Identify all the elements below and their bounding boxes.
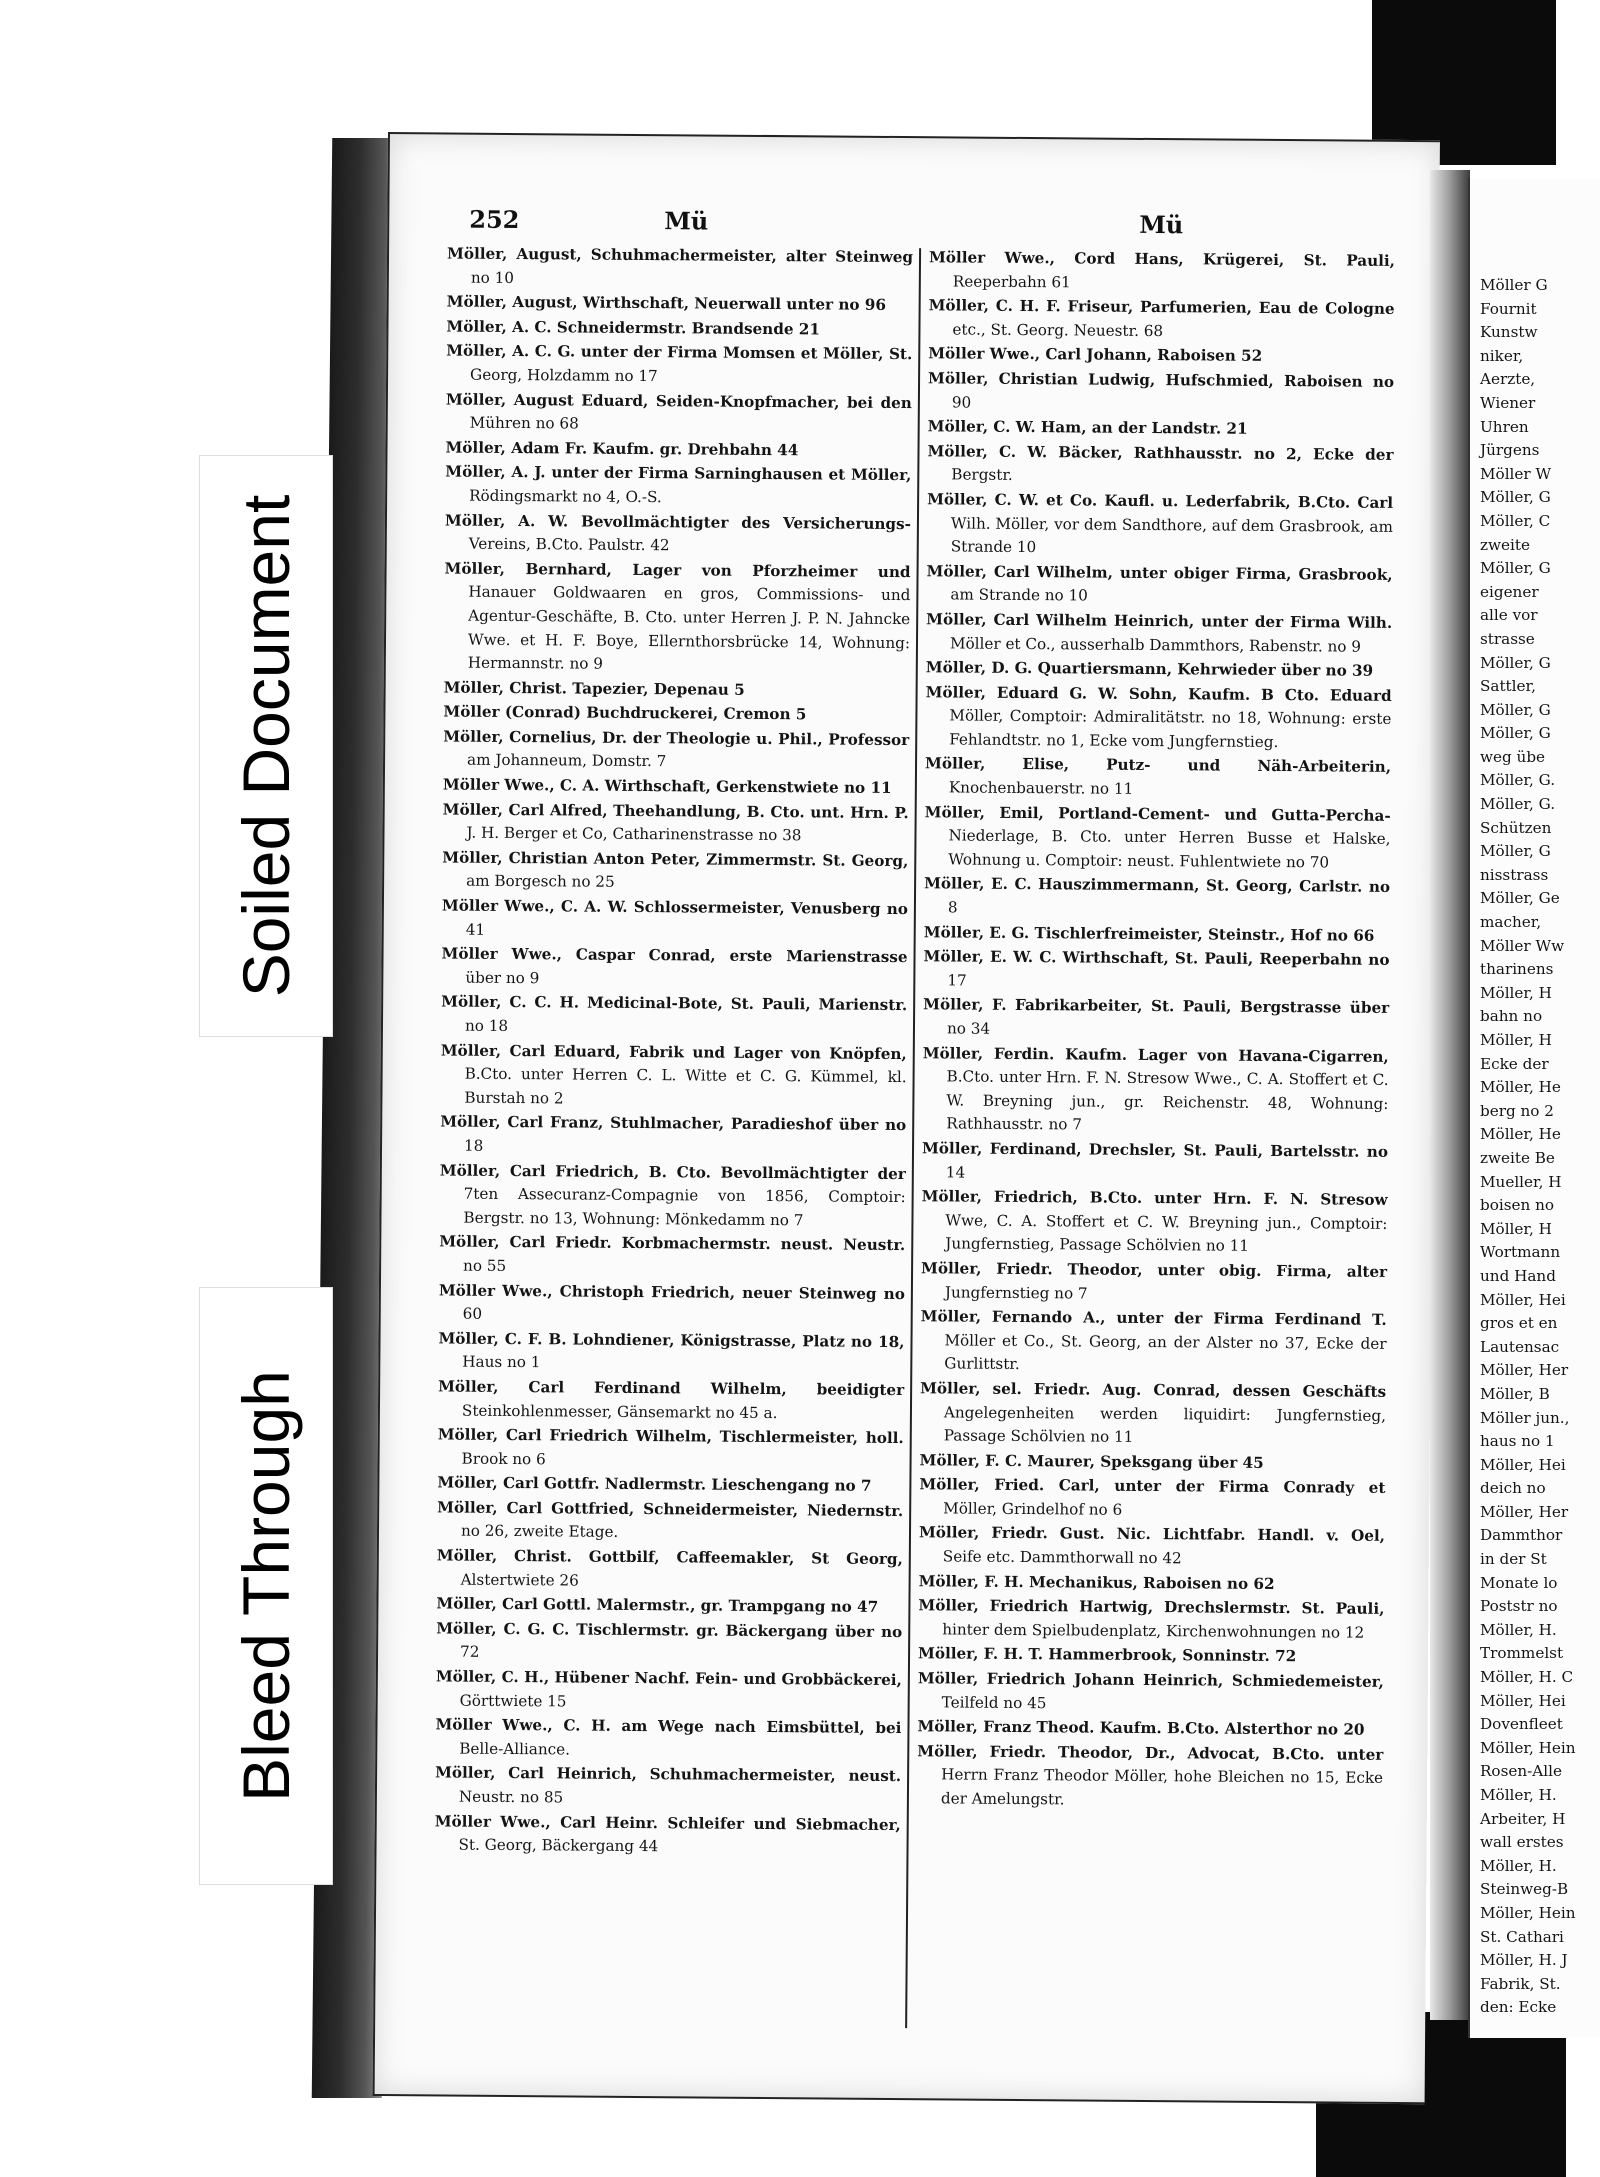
next-page-edge: [1468, 178, 1600, 2038]
directory-entry: Möller Wwe., Caspar Conrad, erste Marienstrasse über no 9: [441, 944, 908, 988]
soiled-document-label: [200, 456, 332, 1036]
directory-entry: Möller, Carl Wilhelm Heinrich, unter der Firma Wilh. Möller et Co., ausserhalb Dammthors, Rabenstr. no 9: [926, 610, 1393, 656]
next-page-line: Möller, H: [1480, 1031, 1552, 1049]
next-page-line: gros et en: [1480, 1314, 1558, 1333]
directory-entry: Möller, Carl Wilhelm, unter obiger Firma, Grasbrook, am Strande no 10: [926, 561, 1393, 605]
next-page-line: Rosen-Alle: [1480, 1762, 1562, 1781]
next-page-line: Möller, Ge: [1480, 889, 1560, 908]
next-page-line: und Hand: [1480, 1266, 1556, 1285]
next-page-line: in der St: [1480, 1550, 1547, 1569]
next-page-line: Möller W: [1480, 464, 1552, 483]
directory-entry: Möller, Bernhard, Lager von Pforzheimer und Hanauer Goldwaaren en gros, Commissions- und Agentur-Geschäfte, B. Cto. unter Herren J. P. N. Jahncke Wwe. et H. F. Boye, Ellernthorsbrücke 14, Wohnung: Hermannstr. no 9: [444, 559, 911, 673]
bleed-through-label: [200, 1288, 332, 1884]
directory-entry: Möller, Christian Anton Peter, Zimmermstr. St. Georg, am Borgesch no 25: [442, 848, 909, 892]
next-page-line: Aerzte,: [1480, 370, 1536, 389]
next-page-line: Möller, Her: [1480, 1502, 1569, 1521]
next-page-line: Möller, C: [1480, 511, 1551, 530]
next-page-line: weg übe: [1480, 747, 1546, 766]
next-page-line: Schützen: [1480, 818, 1552, 837]
directory-entry: Möller, August Eduard, Seiden-Knopfmacher, bei den Mühren no 68: [445, 390, 912, 433]
directory-entry: Möller, Christ. Gottbilf, Caffeemakler, St Georg, Alstertwiete 26: [436, 1546, 903, 1590]
next-page-line: Jürgens: [1480, 441, 1540, 460]
directory-entry: Möller, sel. Friedr. Aug. Conrad, dessen Geschäfts Angelegenheiten werden liquidirt: Jungfernstieg, Passage Schölvien no 11: [920, 1379, 1387, 1446]
next-page-line: Fournit: [1480, 299, 1537, 318]
directory-entry: Möller, Christian Ludwig, Hufschmied, Raboisen no 90: [928, 369, 1395, 412]
next-page-line: wall erstes: [1480, 1833, 1564, 1852]
directory-entry: Möller, C. G. C. Tischlermstr. gr. Bäckergang über no 72: [436, 1619, 903, 1662]
directory-entry: Möller (Conrad) Buchdruckerei, Cremon 5: [443, 702, 807, 724]
directory-entry: Möller, Eduard G. W. Sohn, Kaufm. B Cto. Eduard Möller, Comptoir: Admiralitätstr. no 18, Wohnung: erste Fehlandtstr. no 1, Ecke vom Jungfernstieg.: [925, 682, 1392, 751]
directory-entry: Möller Wwe., Christoph Friedrich, neuer Steinweg no 60: [438, 1280, 905, 1323]
next-page-line: nisstrass: [1480, 865, 1549, 884]
next-page-line: Wiener: [1480, 393, 1536, 412]
next-page-line: berg no 2: [1480, 1101, 1554, 1120]
next-page-line: Möller Ww: [1480, 936, 1565, 955]
directory-entry: Möller Wwe., Carl Johann, Raboisen 52: [928, 344, 1263, 366]
directory-entry: Möller, Carl Gottfried, Schneidermeister, Niedernstr. no 26, zweite Etage.: [437, 1498, 904, 1542]
next-page-line: Möller, H. J: [1480, 1951, 1568, 1970]
next-page-line: Dovenfleet: [1480, 1715, 1563, 1734]
next-page-line: Möller, Hei: [1480, 1290, 1566, 1309]
next-page-line: Möller, He: [1480, 1078, 1561, 1097]
directory-entry: Möller, Friedr. Theodor, unter obig. Firma, alter Jungfernstieg no 7: [921, 1259, 1388, 1303]
next-page-line: Arbeiter, H: [1480, 1809, 1566, 1828]
directory-entry: Möller, E. C. Hauszimmermann, St. Georg, Carlstr. no 8: [924, 874, 1391, 917]
directory-entry: Möller, Friedr. Gust. Nic. Lichtfabr. Handl. v. Oel, Seife etc. Dammthorwall no 42: [918, 1523, 1386, 1568]
directory-entry: Möller, Elise, Putz- und Näh-Arbeiterin, Knochenbauerstr. no 11: [924, 754, 1392, 798]
directory-entry: Möller, C. H., Hübener Nachf. Fein- und Grobbäckerei, Görttwiete 15: [435, 1667, 902, 1711]
directory-entry: Möller, A. C. G. unter der Firma Momsen et Möller, St. Georg, Holzdamm no 17: [446, 341, 913, 386]
directory-entry: Möller, Carl Eduard, Fabrik und Lager von Knöpfen, B.Cto. unter Herren C. L. Witte et C. G. Kümmel, kl. Burstah no 2: [440, 1041, 907, 1108]
next-page-line: alle vor: [1480, 606, 1538, 625]
next-page-line: Möller, H: [1480, 1219, 1552, 1238]
next-page-line: Möller, Hei: [1480, 1455, 1566, 1474]
directory-entry: Möller, C. H. F. Friseur, Parfumerien, Eau de Cologne etc., St. Georg. Neuestr. 68: [928, 296, 1395, 340]
next-page-line: Fabrik, St.: [1480, 1974, 1561, 1993]
directory-entry: Möller, Carl Franz, Stuhlmacher, Paradieshof über no 18: [440, 1112, 907, 1155]
directory-entry: Möller, A. J. unter der Firma Sarninghausen et Möller, Rödingsmarkt no 4, O.-S.: [445, 462, 912, 507]
soiled-document-label-text: Soiled Document: [229, 494, 303, 998]
directory-entry: Möller, Emil, Portland-Cement- und Gutta-Percha-Niederlage, B. Cto. unter Herren Busse et Halske, Wohnung u. Comptoir: neust. Fuhlentwiete no 70: [924, 802, 1391, 872]
directory-entry: Möller, Friedrich, B.Cto. unter Hrn. F. N. Stresow Wwe, C. A. Stoffert et C. W. Breyning jun., Comptoir: Jungfernstieg, Passage Schölvien no 11: [921, 1187, 1388, 1256]
directory-entry: Möller, Cornelius, Dr. der Theologie u. Phil., Professor am Johanneum, Domstr. 7: [443, 727, 910, 771]
next-page-line: Möller, G: [1480, 842, 1551, 861]
next-page-line: den: Ecke: [1480, 1998, 1557, 2017]
next-page-line: Möller, H.: [1480, 1856, 1557, 1875]
next-page-line: Lautensac: [1480, 1337, 1560, 1356]
directory-entry: Möller, C. W. Bäcker, Rathhausstr. no 2, Ecke der Bergstr.: [927, 441, 1394, 485]
directory-entry: Möller, Carl Gottfr. Nadlermstr. Lieschengang no 7: [437, 1473, 872, 1496]
next-page-line: Möller, Hei: [1480, 1691, 1566, 1710]
directory-entry: Möller, A. W. Bevollmächtigter des Versicherungs-Vereins, B.Cto. Paulstr. 42: [444, 510, 912, 555]
directory-entry: Möller, Carl Gottl. Malermstr., gr. Trampgang no 47: [436, 1594, 879, 1617]
next-page-line: zweite: [1480, 535, 1530, 554]
directory-entry: Möller Wwe., C. A. W. Schlossermeister, Venusberg no 41: [441, 896, 908, 939]
directory-entry: Möller, Friedr. Theodor, Dr., Advocat, B.Cto. unter Herrn Franz Theodor Möller, hohe Bleichen no 15, Ecke der Amelungstr.: [917, 1742, 1384, 1809]
directory-page: [373, 132, 1440, 2104]
directory-entry: Möller, Friedrich Hartwig, Drechslermstr. St. Pauli, hinter dem Spielbudenplatz, Kirchenwohnungen no 12: [918, 1596, 1385, 1642]
next-page-line: niker,: [1480, 346, 1524, 365]
next-page-line: Möller, G: [1480, 488, 1551, 507]
directory-entry: Möller Wwe., C. H. am Wege nach Eimsbüttel, bei Belle-Alliance.: [435, 1715, 902, 1759]
next-page-line: Möller, G.: [1480, 795, 1556, 814]
directory-entry: Möller, C. W. et Co. Kaufl. u. Lederfabrik, B.Cto. Carl Wilh. Möller, vor dem Sandthore, auf dem Grasbrook, am Strande 10: [927, 490, 1394, 557]
next-page-line: St. Cathari: [1480, 1927, 1564, 1946]
directory-entry: Möller, Fried. Carl, unter der Firma Conrady et Möller, Grindelhof no 6: [919, 1475, 1386, 1519]
directory-entry: Möller, Friedrich Johann Heinrich, Schmiedemeister, Teilfeld no 45: [917, 1669, 1384, 1712]
next-page-line: Möller, He: [1480, 1125, 1561, 1144]
directory-entry: Möller, Carl Friedrich, B. Cto. Bevollmächtigter der 7ten Assecuranz-Compagnie von 1856, Comptoir: Bergstr. no 13, Wohnung: Mönkedamm no 7: [439, 1161, 906, 1230]
directory-entry: Möller, August, Schuhmachermeister, alter Steinweg no 10: [446, 244, 914, 287]
directory-entry: Möller, Ferdinand, Drechsler, St. Pauli, Bartelsstr. no 14: [921, 1139, 1389, 1182]
next-page-line: deich no: [1480, 1479, 1546, 1498]
directory-entry: Möller, Carl Friedr. Korbmachermstr. neust. Neustr. no 55: [439, 1232, 906, 1275]
directory-entry: Möller, August, Wirthschaft, Neuerwall unter no 96: [446, 292, 887, 315]
directory-entry: Möller, C. W. Ham, an der Landstr. 21: [927, 417, 1248, 438]
next-page-line: Poststr no: [1480, 1597, 1558, 1616]
next-page-line: Möller, G: [1480, 724, 1551, 743]
directory-entry: Möller, Fernando A., unter der Firma Ferdinand T. Möller et Co., St. Georg, an der Alster no 37, Ecke der Gurlittstr.: [920, 1307, 1387, 1374]
next-page-line: Möller, Hein: [1480, 1903, 1576, 1922]
directory-entry: Möller Wwe., Carl Heinr. Schleifer und Siebmacher, St. Georg, Bäckergang 44: [434, 1812, 901, 1856]
directory-entry: Möller, Carl Heinrich, Schuhmachermeister, neust. Neustr. no 85: [435, 1763, 902, 1807]
directory-entry: Möller, E. W. C. Wirthschaft, St. Pauli, Reeperbahn no 17: [923, 947, 1390, 990]
directory-entry: Möller, F. C. Maurer, Speksgang über 45: [919, 1450, 1264, 1472]
directory-entry: Möller, A. C. Schneidermstr. Brandsende 21: [446, 317, 821, 339]
page-number: 252: [469, 204, 520, 235]
left-column: [434, 242, 913, 1861]
next-page-line: Möller, B: [1480, 1384, 1550, 1403]
directory-entry: Möller, E. G. Tischlerfreimeister, Steinstr., Hof no 66: [923, 922, 1375, 945]
right-column: [917, 246, 1395, 1815]
next-page-line: Möller, Hein: [1480, 1738, 1576, 1757]
directory-entry: Möller, D. G. Quartiersmann, Kehrwieder über no 39: [925, 658, 1374, 680]
next-page-line: tharinens: [1480, 960, 1554, 979]
next-page-line: Wortmann: [1480, 1243, 1561, 1262]
directory-entry: Möller, F. H. Mechanikus, Raboisen no 62: [918, 1571, 1275, 1593]
directory-entry: Möller, Adam Fr. Kaufm. gr. Drehbahn 44: [445, 438, 799, 459]
next-page-line: Ecke der: [1480, 1054, 1549, 1073]
next-page-fragments: [1480, 274, 1600, 2020]
next-page-line: Sattler,: [1480, 677, 1536, 696]
next-page-line: boisen no: [1480, 1196, 1555, 1215]
next-page-line: Möller, G.: [1480, 771, 1556, 790]
page-gutter: [1430, 170, 1470, 2020]
directory-entry: Möller Wwe., Cord Hans, Krügerei, St. Pauli, Reeperbahn 61: [928, 248, 1396, 291]
next-page-line: Möller, G: [1480, 700, 1551, 719]
directory-entry: Möller Wwe., C. A. Wirthschaft, Gerkenstwiete no 11: [442, 775, 892, 798]
next-page-line: macher,: [1480, 913, 1542, 932]
next-page-line: zweite Be: [1480, 1148, 1555, 1167]
next-page-line: Steinweg-B: [1480, 1880, 1569, 1899]
next-page-line: Mueller, H: [1480, 1172, 1562, 1191]
next-page-line: Möller, G: [1480, 559, 1551, 578]
directory-entry: Möller, Franz Theod. Kaufm. B.Cto. Alsterthor no 20: [917, 1717, 1365, 1739]
directory-entry: Möller, Ferdin. Kaufm. Lager von Havana-Cigarren, B.Cto. unter Hrn. F. N. Stresow Wwe., C. A. Stoffert et C. W. Breyning jun., gr. Reichenstr. 48, Wohnung: Rathhausstr. no 7: [922, 1043, 1389, 1134]
next-page-line: Möller, H.: [1480, 1786, 1557, 1804]
directory-entry: Möller, Carl Friedrich Wilhelm, Tischlermeister, holl. Brook no 6: [437, 1425, 904, 1468]
directory-entry: Möller, Carl Ferdinand Wilhelm, beeidigter Steinkohlenmesser, Gänsemarkt no 45 a.: [438, 1377, 905, 1422]
directory-entry: Möller, C. F. B. Lohndiener, Königstrasse, Platz no 18, Haus no 1: [438, 1329, 905, 1372]
next-page-line: haus no 1: [1480, 1432, 1555, 1451]
next-page-line: Möller, H.: [1480, 1620, 1557, 1639]
next-page-line: strasse: [1480, 629, 1535, 648]
directory-entry: Möller, Carl Alfred, Theehandlung, B. Cto. unt. Hrn. P. J. H. Berger et Co, Catharinenstrasse no 38: [442, 800, 909, 845]
column-heading-left: Mü: [664, 206, 709, 236]
next-page-line: Möller, H: [1480, 983, 1552, 1002]
directory-entry: Möller, Christ. Tapezier, Depenau 5: [443, 678, 745, 699]
next-page-line: Möller G: [1480, 276, 1548, 294]
next-page-line: Möller, Her: [1480, 1361, 1569, 1380]
column-heading-right: Mü: [1139, 209, 1184, 240]
next-page-line: bahn no: [1480, 1007, 1543, 1026]
next-page-line: Möller, H. C: [1480, 1668, 1574, 1687]
directory-entry: Möller, F. Fabrikarbeiter, St. Pauli, Bergstrasse über no 34: [923, 995, 1390, 1038]
next-page-line: eigener: [1480, 582, 1539, 601]
next-page-line: Monate lo: [1480, 1573, 1558, 1592]
next-page-line: Kunstw: [1480, 323, 1538, 342]
directory-entry: Möller, F. H. T. Hammerbrook, Sonninstr. 72: [917, 1644, 1297, 1666]
next-page-line: Uhren: [1480, 417, 1529, 436]
next-page-line: Trommelst: [1480, 1644, 1564, 1663]
next-page-line: Möller jun.,: [1480, 1408, 1570, 1427]
next-page-line: Möller, G: [1480, 653, 1551, 672]
next-page-line: Dammthor: [1480, 1526, 1563, 1545]
directory-entry: Möller, C. C. H. Medicinal-Bote, St. Pauli, Marienstr. no 18: [441, 992, 908, 1035]
bleed-through-label-text: Bleed Through: [229, 1370, 303, 1802]
